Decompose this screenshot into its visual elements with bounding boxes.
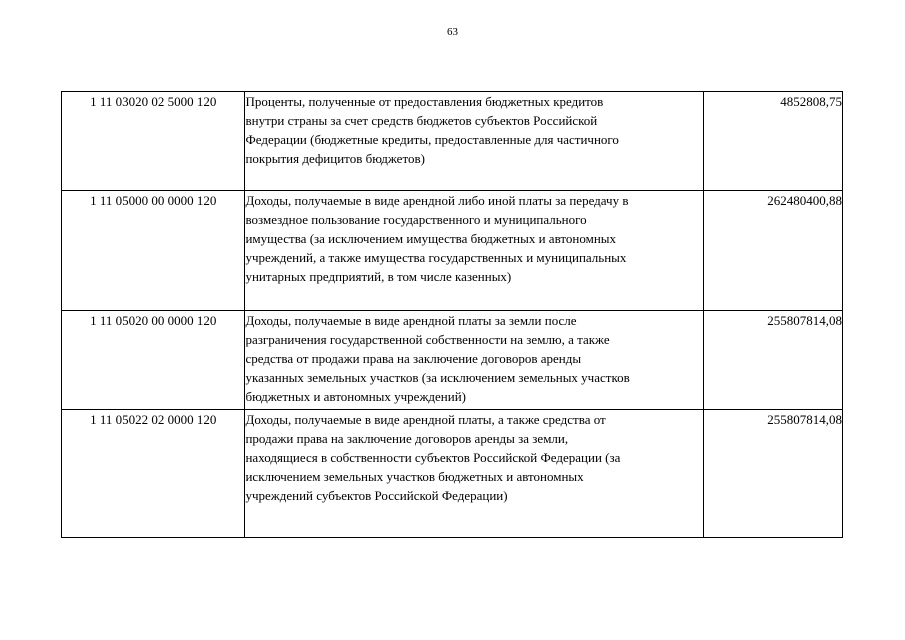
table-row xyxy=(62,191,843,311)
description-line: внутри страны за счет средств бюджетов субъектов Российской xyxy=(245,113,598,128)
page-number: 63 xyxy=(447,26,458,38)
description-line: Доходы, получаемые в виде арендной платы, а также средства от xyxy=(245,412,606,427)
description-line: возмездное пользование государственного и муниципального xyxy=(245,212,587,227)
description-line: имущества (за исключением имущества бюджетных и автономных xyxy=(245,231,617,246)
description-line: Доходы, получаемые в виде арендной либо иной платы за передачу в xyxy=(245,193,629,208)
description-line: указанных земельных участков (за исключением земельных участков xyxy=(245,370,630,385)
description-line: продажи права на заключение договоров аренды за земли, xyxy=(245,431,569,446)
description-line: унитарных предприятий, в том числе казенных) xyxy=(245,269,512,284)
revenue-amount: 255807814,08 xyxy=(703,410,842,538)
revenue-amount: 255807814,08 xyxy=(703,311,842,410)
revenue-description xyxy=(245,191,703,311)
description-line: покрытия дефицитов бюджетов) xyxy=(245,151,425,166)
revenue-amount: 4852808,75 xyxy=(703,92,842,191)
description-line: Проценты, полученные от предоставления бюджетных кредитов xyxy=(245,94,604,109)
revenue-code: 1 11 03020 02 5000 120 xyxy=(62,92,245,191)
description-line: исключением земельных участков бюджетных и автономных xyxy=(245,469,584,484)
revenue-table xyxy=(61,91,843,538)
description-line: учреждений, а также имущества государственных и муниципальных xyxy=(245,250,627,265)
revenue-description xyxy=(245,92,703,191)
revenue-code: 1 11 05022 02 0000 120 xyxy=(62,410,245,538)
revenue-amount: 262480400,88 xyxy=(703,191,842,311)
table-row xyxy=(62,92,843,191)
table-row xyxy=(62,410,843,538)
description-line: находящиеся в собственности субъектов Российской Федерации (за xyxy=(245,450,621,465)
revenue-description xyxy=(245,311,703,410)
description-line: бюджетных и автономных учреждений) xyxy=(245,389,467,404)
table-row xyxy=(62,311,843,410)
description-line: Федерации (бюджетные кредиты, предоставленные для частичного xyxy=(245,132,619,147)
revenue-description xyxy=(245,410,703,538)
description-line: разграничения государственной собственности на землю, а также xyxy=(245,332,610,347)
description-line: Доходы, получаемые в виде арендной платы за земли после xyxy=(245,313,577,328)
description-line: учреждений субъектов Российской Федерации) xyxy=(245,488,508,503)
revenue-code: 1 11 05000 00 0000 120 xyxy=(62,191,245,311)
description-line: средства от продажи права на заключение договоров аренды xyxy=(245,351,582,366)
revenue-code: 1 11 05020 00 0000 120 xyxy=(62,311,245,410)
